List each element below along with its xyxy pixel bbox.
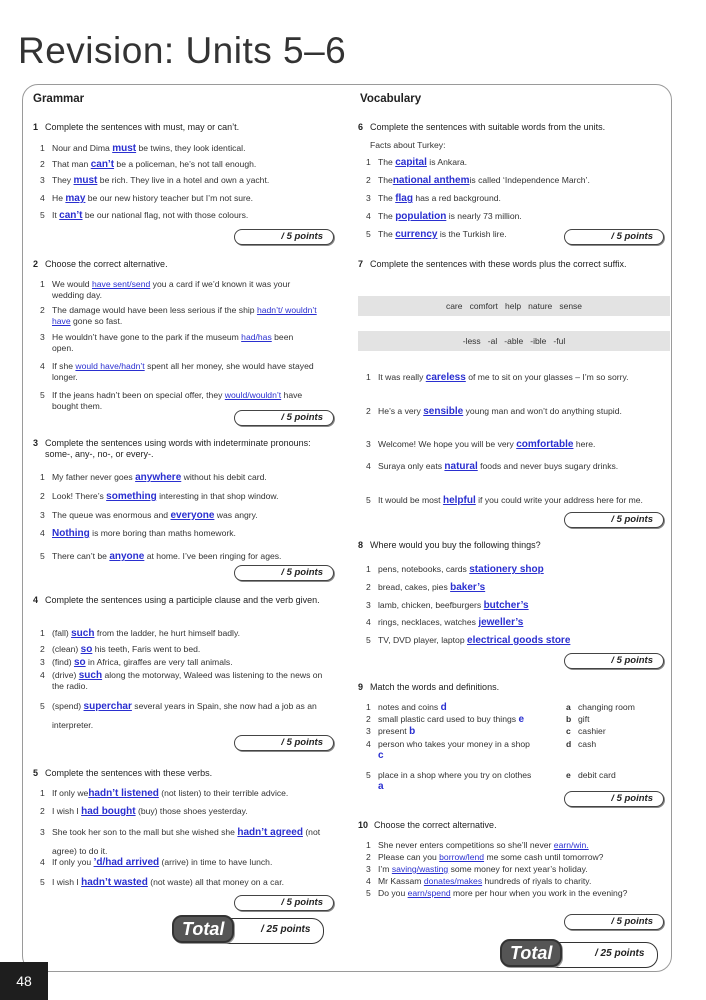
q6-item: 2 Thenational anthemis called ‘Independence March’. xyxy=(366,175,590,186)
answer: b xyxy=(409,726,416,737)
q10-instruction xyxy=(358,820,658,831)
q10-text: Choose the correct alternative. xyxy=(374,820,497,830)
answer: butcher’s xyxy=(483,600,529,611)
q9-left-item: 1 notes and coins d xyxy=(366,702,447,713)
answer: jeweller’s xyxy=(478,617,524,628)
q9-right-item: a changing room xyxy=(566,702,635,712)
points-badge: / 5 points xyxy=(564,791,664,807)
grammar-heading: Grammar xyxy=(33,93,85,105)
answer: e xyxy=(518,714,524,725)
answer: hadn’t/ wouldn’t have xyxy=(52,305,317,326)
answer: d xyxy=(440,702,447,713)
q9-text: Match the words and definitions. xyxy=(370,682,500,692)
answer: anywhere xyxy=(135,472,182,483)
q4-number: 4 xyxy=(33,595,39,605)
answer: superchar xyxy=(83,701,132,712)
q10-item: 3 I’m saving/wasting some money for next year’s holiday. xyxy=(366,864,588,874)
answer: stationery shop xyxy=(469,564,544,575)
q2-item: 1 We would have sent/send you a card if we’d known it was your wedding day. xyxy=(40,279,291,300)
answer: natural xyxy=(444,461,478,472)
q7-text: Complete the sentences with these words plus the correct suffix. xyxy=(370,259,627,269)
q10-item: 2 Please can you borrow/lend me some cash until tomorrow? xyxy=(366,852,604,862)
q7-item: 2 He’s a very sensible young man and won’t do anything stupid. xyxy=(366,406,622,417)
q9-number: 9 xyxy=(358,682,364,692)
q8-item: 1 pens, notebooks, cards stationery shop xyxy=(366,564,544,575)
answer: c xyxy=(378,750,384,761)
answer: would/wouldn’t xyxy=(224,390,282,400)
answer: hadn’t listened xyxy=(88,788,159,799)
q3-instruction xyxy=(33,438,333,460)
page-number: 48 xyxy=(0,962,48,1000)
answer: careless xyxy=(425,372,466,383)
answer: something xyxy=(106,491,157,502)
answer: baker’s xyxy=(450,582,486,593)
answer: population xyxy=(395,211,447,222)
points-badge: / 5 points xyxy=(564,229,664,245)
answer: everyone xyxy=(170,510,215,521)
q8-instruction xyxy=(358,540,658,551)
answer: such xyxy=(78,670,103,681)
q1-item: 4 He may be our new history teacher but I’m not sure. xyxy=(40,193,254,204)
q1-item: 3 They must be rich. They live in a hotel and own a yacht. xyxy=(40,175,270,186)
q3-item: 1 My father never goes anywhere without his debit card. xyxy=(40,472,267,483)
q5-item: 2 I wish I had bought (buy) those shoes yesterday. xyxy=(40,806,248,817)
q10-item: 1 She never enters competitions so she’ll never earn/win. xyxy=(366,840,589,850)
q2-text: Choose the correct alternative. xyxy=(45,259,168,269)
q2-item: 3 He wouldn’t have gone to the park if the museum had/has been open. xyxy=(40,332,294,353)
q1-item: 5 It can’t be our national flag, not with those colours. xyxy=(40,210,249,221)
page-title: Revision: Units 5–6 xyxy=(18,30,347,71)
answer: donates/makes xyxy=(423,876,483,886)
points-badge: / 5 points xyxy=(234,895,334,911)
q9-left-item: 5 place in a shop where you try on clothes a xyxy=(366,770,532,792)
q6-subheading: Facts about Turkey: xyxy=(370,140,446,150)
answer: so xyxy=(80,644,93,655)
points-badge: / 5 points xyxy=(564,653,664,669)
points-badge: / 5 points xyxy=(234,735,334,751)
points-badge: / 5 points xyxy=(564,914,664,930)
q1-number: 1 xyxy=(33,122,39,132)
q4-item: 3 (find) so in Africa, giraffes are very tall animals. xyxy=(40,657,233,668)
answer: flag xyxy=(395,193,413,204)
q3-text: Complete the sentences using words with indeterminate pronouns: some-, any-, no-, or every-. xyxy=(45,438,311,459)
total-points: / 25 points xyxy=(595,948,645,959)
answer: had/has xyxy=(241,332,272,342)
answer: ’d/had arrived xyxy=(93,857,160,868)
answer: must xyxy=(112,143,137,154)
suffix-box: -less -al -able -ible -ful xyxy=(358,331,670,351)
points-badge: / 5 points xyxy=(234,565,334,581)
q8-text: Where would you buy the following things? xyxy=(370,540,541,550)
q6-instruction xyxy=(358,122,658,133)
q3-item: 2 Look! There’s something interesting in that shop window. xyxy=(40,491,279,502)
q4-instruction xyxy=(33,595,333,606)
q2-item: 5 If the jeans hadn’t been on special offer, they would/wouldn’t have bought them. xyxy=(40,390,303,411)
answer: currency xyxy=(395,229,438,240)
q7-instruction xyxy=(358,259,658,270)
total-points: / 25 points xyxy=(261,924,311,935)
q6-item: 1 The capital is Ankara. xyxy=(366,157,468,168)
points-badge: / 5 points xyxy=(234,410,334,426)
total-label: Total xyxy=(172,915,234,943)
q4-text: Complete the sentences using a participle clause and the verb given. xyxy=(45,595,320,605)
answer: must xyxy=(73,175,98,186)
q1-item: 2 That man can’t be a policeman, he’s not tall enough. xyxy=(40,159,257,170)
q6-item: 3 The flag has a red background. xyxy=(366,193,501,204)
q3-number: 3 xyxy=(33,438,39,448)
q9-left-item: 3 present b xyxy=(366,726,416,737)
answer: such xyxy=(71,628,95,639)
answer: national anthem xyxy=(392,175,470,186)
q9-right-item: e debit card xyxy=(566,770,616,780)
answer: a xyxy=(378,781,384,792)
q1-text: Complete the sentences with must, may or can’t. xyxy=(45,122,240,132)
points-badge: / 5 points xyxy=(234,229,334,245)
q9-right-item: d cash xyxy=(566,739,597,749)
q5-number: 5 xyxy=(33,768,39,778)
q7-item: 3 Welcome! We hope you will be very comfortable here. xyxy=(366,439,596,450)
q9-left-item: 4 person who takes your money in a shop c xyxy=(366,739,530,761)
q8-number: 8 xyxy=(358,540,364,550)
answer: would have/hadn’t xyxy=(75,361,145,371)
q2-item: 4 If she would have/hadn’t spent all her money, she would have stayed longer. xyxy=(40,361,314,382)
q3-item: 5 There can’t be anyone at home. I’ve been ringing for ages. xyxy=(40,551,282,562)
q9-right-item: b gift xyxy=(566,714,590,724)
answer: earn/win. xyxy=(553,840,589,850)
answer: Nothing xyxy=(52,528,90,539)
q4-item: 2 (clean) so his teeth, Faris went to bed. xyxy=(40,644,201,655)
q5-item: 4 If only you ’d/had arrived (arrive) in time to have lunch. xyxy=(40,857,273,868)
q1-instruction xyxy=(33,122,333,133)
answer: saving/wasting xyxy=(391,864,449,874)
q5-item: 3 She took her son to the mall but she wished she hadn’t agreed (not agree) to do it. xyxy=(40,827,321,856)
q9-instruction xyxy=(358,682,658,693)
q1-item: 1 Nour and Dima must be twins, they look identical. xyxy=(40,143,246,154)
q7-item: 4 Suraya only eats natural foods and never buys sugary drinks. xyxy=(366,461,619,472)
q3-item: 4 Nothing is more boring than maths homework. xyxy=(40,528,236,539)
answer: can’t xyxy=(90,159,115,170)
q5-item: 5 I wish I hadn’t wasted (not waste) all that money on a car. xyxy=(40,877,284,888)
q9-right-item: c cashier xyxy=(566,726,606,736)
q2-instruction xyxy=(33,259,333,270)
q9-left-item: 2 small plastic card used to buy things e xyxy=(366,714,524,725)
q8-item: 2 bread, cakes, pies baker’s xyxy=(366,582,486,593)
answer: anyone xyxy=(109,551,145,562)
q5-item: 1 If only wehadn’t listened (not listen) to their terrible advice. xyxy=(40,788,289,799)
q4-item: 5 (spend) superchar several years in Spain, she now had a job as an interpreter. xyxy=(40,701,317,730)
answer: may xyxy=(65,193,86,204)
answer: have sent/send xyxy=(91,279,151,289)
q7-item: 1 It was really careless of me to sit on your glasses – I’m so sorry. xyxy=(366,372,629,383)
answer: had bought xyxy=(81,806,136,817)
answer: hadn’t agreed xyxy=(237,827,303,838)
vocabulary-heading: Vocabulary xyxy=(360,93,422,105)
q4-item: 4 (drive) such along the motorway, Waleed was listening to the news on the radio. xyxy=(40,670,323,691)
points-badge: / 5 points xyxy=(564,512,664,528)
answer: hadn’t wasted xyxy=(81,877,148,888)
q8-item: 3 lamb, chicken, beefburgers butcher’s xyxy=(366,600,529,611)
q3-item: 3 The queue was enormous and everyone was angry. xyxy=(40,510,258,521)
answer: borrow/lend xyxy=(439,852,485,862)
answer: electrical goods store xyxy=(467,635,571,646)
q10-number: 10 xyxy=(358,820,369,830)
q4-item: 1 (fall) such from the ladder, he hurt himself badly. xyxy=(40,628,240,639)
answer: capital xyxy=(395,157,427,168)
q8-item: 5 TV, DVD player, laptop electrical goods store xyxy=(366,635,571,646)
q2-item: 2 The damage would have been less serious if the ship hadn’t/ wouldn’t have gone so fast. xyxy=(40,305,317,326)
q6-item: 4 The population is nearly 73 million. xyxy=(366,211,522,222)
q8-item: 4 rings, necklaces, watches jeweller’s xyxy=(366,617,524,628)
q6-text: Complete the sentences with suitable words from the units. xyxy=(370,122,606,132)
answer: comfortable xyxy=(516,439,574,450)
answer: helpful xyxy=(442,495,476,506)
q6-number: 6 xyxy=(358,122,364,132)
q2-number: 2 xyxy=(33,259,39,269)
q10-item: 5 Do you earn/spend more per hour when you work in the evening? xyxy=(366,888,628,898)
q7-item: 5 It would be most helpful if you could write your address here for me. xyxy=(366,495,643,506)
q7-number: 7 xyxy=(358,259,364,269)
q10-item: 4 Mr Kassam donates/makes hundreds of riyals to charity. xyxy=(366,876,592,886)
answer: sensible xyxy=(423,406,464,417)
answer: so xyxy=(73,657,86,668)
total-label: Total xyxy=(500,939,562,967)
q5-text: Complete the sentences with these verbs. xyxy=(45,768,213,778)
answer: earn/spend xyxy=(407,888,451,898)
word-box: care comfort help nature sense xyxy=(358,296,670,316)
q6-item: 5 The currency is the Turkish lire. xyxy=(366,229,507,240)
answer: can’t xyxy=(59,210,83,221)
q5-instruction xyxy=(33,768,333,779)
